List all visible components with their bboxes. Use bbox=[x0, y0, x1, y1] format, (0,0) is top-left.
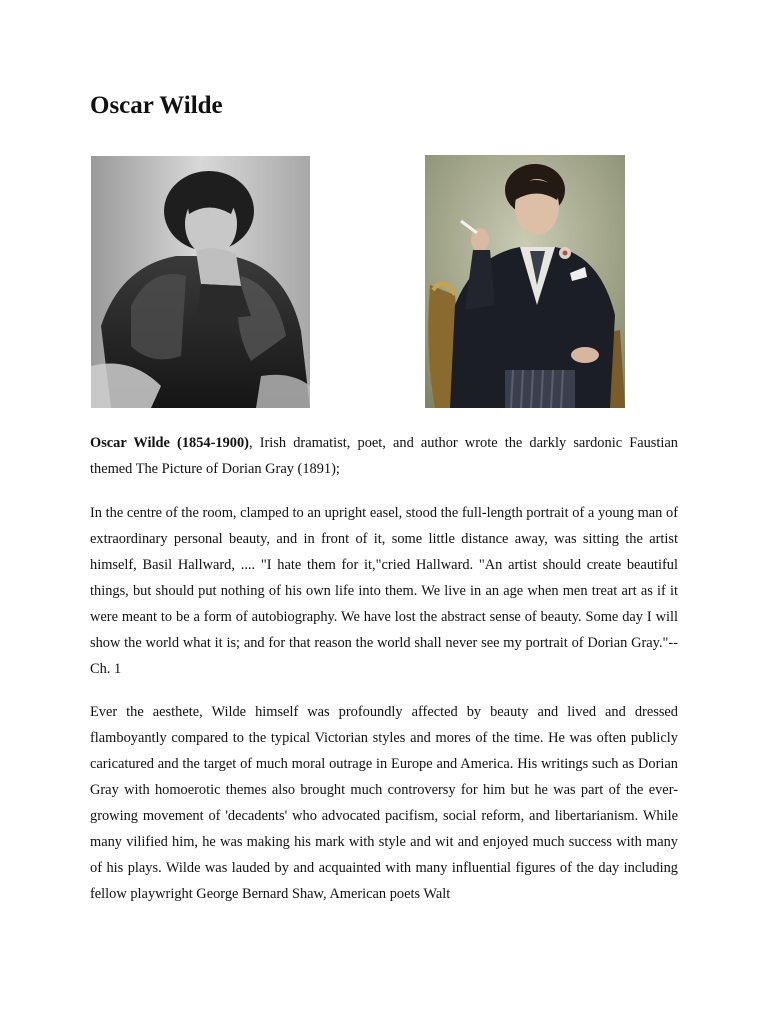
page-title: Oscar Wilde bbox=[90, 92, 223, 119]
intro-paragraph bbox=[90, 430, 678, 482]
quote-paragraph: In the centre of the room, clamped to an upright easel, stood the full-length portrait of a young man of extraordinary personal beauty, and in front of it, some little distance away, was sitting the artist himself, Basil Hallward, .... "I hate them for it,"cried Hallward. "An artist should create beautiful things, but should put nothing of his own life into them. We live in an age when men treat art as if it were meant to be a form of autobiography. We have lost the abstract sense of beauty. Some day I will show the world what it is; and for that reason the world shall never see my portrait of Dorian Gray."--Ch. 1 bbox=[90, 505, 678, 677]
portrait-photo-grayscale-icon bbox=[91, 156, 310, 408]
intro-bold-name: Oscar Wilde (1854-1900) bbox=[90, 435, 249, 451]
body-paragraph: Ever the aesthete, Wilde himself was profoundly affected by beauty and lived and dressed flamboyantly compared to the typical Victorian styles and mores of the time. He was often publicly caricatured and the target of much moral outrage in Europe and America. His writings such as Dorian Gray with homoerotic themes also brought much controversy for him but he was part of the ever-growing movement of 'decadents' who advocated pacifism, social reform, and libertarianism. While many vilified him, he was making his mark with style and wit and enjoyed much success with many of his plays. Wilde was lauded by and acquainted with many influential figures of the day including fellow playwright George Bernard Shaw, American poets Walt bbox=[90, 704, 678, 902]
portrait-photo-color-icon bbox=[425, 155, 625, 408]
intro-text: , Irish dramatist, poet, and author wrote the darkly sardonic Faustian themed The Picture of Dorian Gray (1891); bbox=[90, 435, 678, 477]
